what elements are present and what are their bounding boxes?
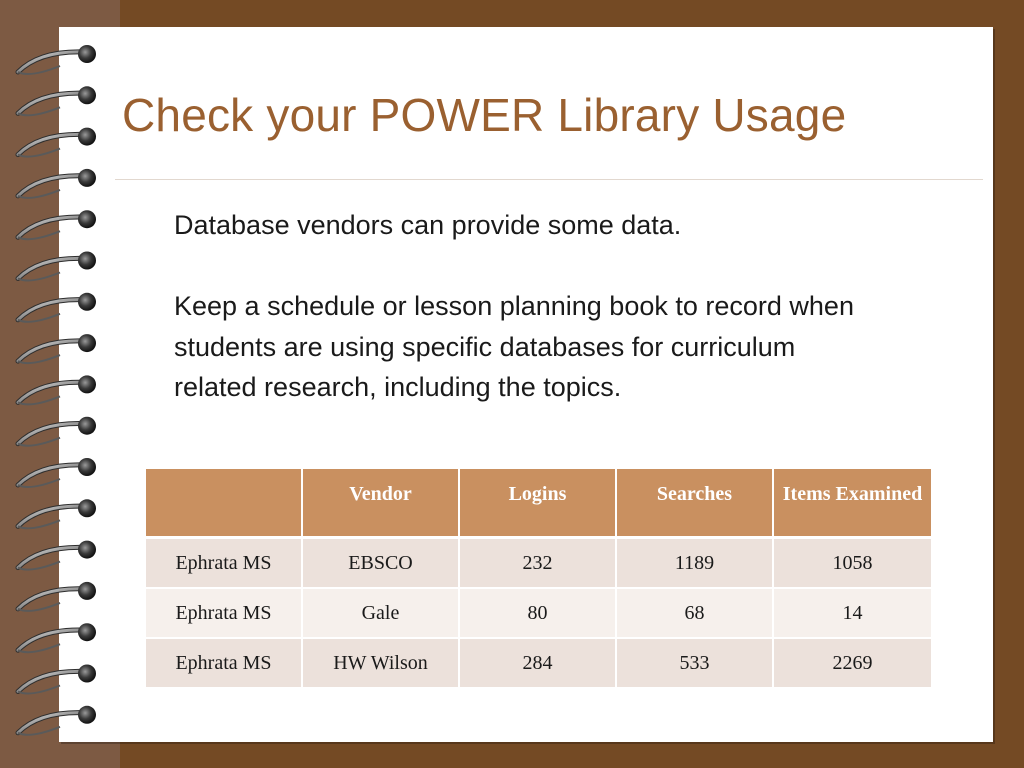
cell-vendor: EBSCO (303, 539, 460, 589)
binding-ring (18, 417, 96, 446)
cell-logins: 284 (460, 639, 617, 689)
binding-ring (18, 169, 96, 198)
binding-ring (18, 706, 96, 735)
binding-ring (18, 45, 96, 74)
binding-ring (18, 293, 96, 322)
binding-ring (18, 541, 96, 570)
cell-items-examined: 1058 (774, 539, 931, 589)
spiral-binding-icon (0, 0, 110, 768)
page-title: Check your POWER Library Usage (122, 89, 847, 141)
cell-items-examined: 2269 (774, 639, 931, 689)
cell-school: Ephrata MS (146, 589, 303, 639)
table-row (146, 639, 931, 689)
table-header-logins: Logins (460, 469, 617, 539)
body-text (174, 205, 874, 408)
cell-vendor: Gale (303, 589, 460, 639)
binding-ring (18, 128, 96, 157)
table-header-vendor: Vendor (303, 469, 460, 539)
binding-ring (18, 86, 96, 115)
binding-ring (18, 623, 96, 652)
binding-ring (18, 582, 96, 611)
cell-vendor: HW Wilson (303, 639, 460, 689)
table-header-items-examined: Items Examined (774, 469, 931, 539)
binding-ring (18, 458, 96, 487)
binding-ring (18, 499, 96, 528)
binding-ring (18, 375, 96, 404)
binding-ring (18, 210, 96, 239)
binding-ring (18, 252, 96, 281)
cell-searches: 68 (617, 589, 774, 639)
binding-ring (18, 665, 96, 694)
paragraph-intro: Database vendors can provide some data. (174, 210, 682, 240)
usage-table (146, 469, 931, 689)
cell-logins: 80 (460, 589, 617, 639)
cell-searches: 1189 (617, 539, 774, 589)
table-header-searches: Searches (617, 469, 774, 539)
table-header-row (146, 469, 931, 539)
cell-items-examined: 14 (774, 589, 931, 639)
table-row (146, 539, 931, 589)
cell-logins: 232 (460, 539, 617, 589)
cell-school: Ephrata MS (146, 639, 303, 689)
cell-school: Ephrata MS (146, 539, 303, 589)
table-header-school (146, 469, 303, 539)
paragraph-schedule: Keep a schedule or lesson planning book to record when students are using specific databases for curriculum related research, including the topics. (174, 291, 854, 402)
cell-searches: 533 (617, 639, 774, 689)
table-row (146, 589, 931, 639)
binding-ring (18, 334, 96, 363)
title-divider (115, 179, 983, 180)
